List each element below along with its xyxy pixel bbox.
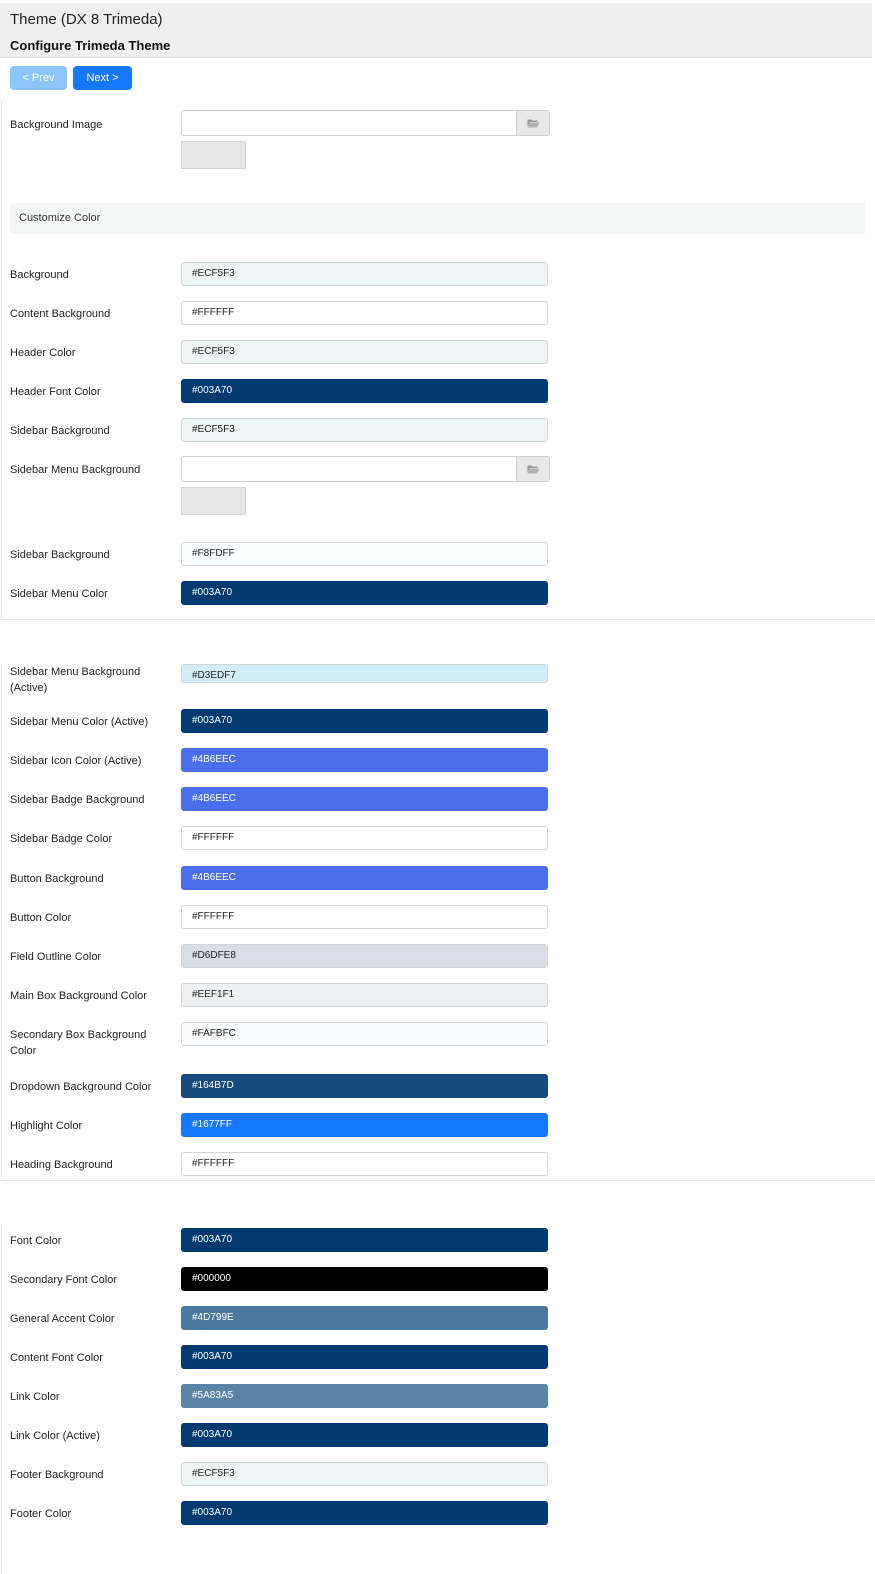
content-background-label: Content Background	[10, 308, 111, 320]
content-font-color-color-input[interactable]: #003A70	[181, 1345, 548, 1369]
header-font-color-label: Header Font Color	[10, 386, 101, 398]
main-box-background-color-color-input[interactable]: #EEF1F1	[181, 983, 548, 1007]
secondary-font-color-label: Secondary Font Color	[10, 1274, 117, 1286]
section-title: Customize Color	[19, 212, 101, 224]
button-background-label: Button Background	[10, 873, 104, 885]
general-accent-color-color-input[interactable]: #4D799E	[181, 1306, 548, 1330]
divider	[0, 1180, 875, 1181]
button-color-label: Button Color	[10, 912, 72, 924]
highlight-color-label: Highlight Color	[10, 1120, 83, 1132]
sidebar-menu-color-active-label: Sidebar Menu Color (Active)	[10, 716, 149, 728]
sidebar-background-label: Sidebar Background	[10, 549, 110, 561]
dropdown-background-color-label: Dropdown Background Color	[10, 1081, 152, 1093]
background-image-preview	[181, 141, 246, 169]
content-background-color-input[interactable]: #FFFFFF	[181, 301, 548, 325]
sidebar-menu-background-preview	[181, 487, 246, 515]
sidebar-background-color-input[interactable]: #F8FDFF	[181, 542, 548, 566]
content-font-color-label: Content Font Color	[10, 1352, 103, 1364]
heading-background-color-input[interactable]: #FFFFFF	[181, 1152, 548, 1176]
customize-color-section	[10, 203, 865, 234]
prev-button[interactable]: < Prev	[10, 66, 67, 90]
sidebar-badge-color-color-input[interactable]: #FFFFFF	[181, 826, 548, 850]
folder-open-icon[interactable]	[516, 111, 549, 135]
section-gap	[0, 1179, 875, 1225]
background-label: Background	[10, 269, 69, 281]
sidebar-menu-background-active-color-input[interactable]: #D3EDF7	[181, 664, 548, 683]
font-color-label: Font Color	[10, 1235, 62, 1247]
general-accent-color-label: General Accent Color	[10, 1313, 115, 1325]
page-subtitle: Configure Trimeda Theme	[10, 38, 171, 53]
background-image-label: Background Image	[10, 119, 103, 131]
sidebar-badge-background-color-input[interactable]: #4B6EEC	[181, 787, 548, 811]
sidebar-background-color-input[interactable]: #ECF5F3	[181, 418, 548, 442]
left-border	[1, 100, 2, 618]
button-background-color-input[interactable]: #4B6EEC	[181, 866, 548, 890]
link-color-active-label: Link Color (Active)	[10, 1430, 100, 1442]
font-color-color-input[interactable]: #003A70	[181, 1228, 548, 1252]
left-border	[1, 1192, 2, 1574]
section-gap	[0, 618, 875, 664]
sidebar-menu-color-active-color-input[interactable]: #003A70	[181, 709, 548, 733]
secondary-box-background-color-color-input[interactable]: #FAFBFC	[181, 1022, 548, 1046]
left-border	[1, 632, 2, 1180]
footer-background-label: Footer Background	[10, 1469, 104, 1481]
sidebar-badge-color-label: Sidebar Badge Color	[10, 833, 113, 845]
sidebar-icon-color-active-label: Sidebar Icon Color (Active)	[10, 755, 142, 767]
dropdown-background-color-color-input[interactable]: #164B7D	[181, 1074, 548, 1098]
folder-open-icon[interactable]	[516, 457, 549, 481]
page-header	[0, 3, 872, 58]
sidebar-menu-background-label: Sidebar Menu Background	[10, 464, 141, 476]
button-color-color-input[interactable]: #FFFFFF	[181, 905, 548, 929]
header-font-color-color-input[interactable]: #003A70	[181, 379, 548, 403]
header-color-label: Header Color	[10, 347, 76, 359]
footer-color-label: Footer Color	[10, 1508, 72, 1520]
divider	[0, 619, 875, 620]
sidebar-menu-background-input[interactable]	[181, 456, 550, 482]
secondary-box-background-color-label: Secondary Box Background Color	[10, 1029, 147, 1057]
next-button[interactable]: Next >	[73, 66, 132, 90]
heading-background-label: Heading Background	[10, 1159, 113, 1171]
background-image-input[interactable]	[181, 110, 550, 136]
sidebar-menu-color-color-input[interactable]: #003A70	[181, 581, 548, 605]
link-color-color-input[interactable]: #5A83A5	[181, 1384, 548, 1408]
sidebar-background-label: Sidebar Background	[10, 425, 110, 437]
main-box-background-color-label: Main Box Background Color	[10, 990, 147, 1002]
footer-color-color-input[interactable]: #003A70	[181, 1501, 548, 1525]
secondary-font-color-color-input[interactable]: #000000	[181, 1267, 548, 1291]
link-color-active-color-input[interactable]: #003A70	[181, 1423, 548, 1447]
header-color-color-input[interactable]: #ECF5F3	[181, 340, 548, 364]
field-outline-color-label: Field Outline Color	[10, 951, 102, 963]
highlight-color-color-input[interactable]: #1677FF	[181, 1113, 548, 1137]
sidebar-icon-color-active-color-input[interactable]: #4B6EEC	[181, 748, 548, 772]
background-color-input[interactable]: #ECF5F3	[181, 262, 548, 286]
field-outline-color-color-input[interactable]: #D6DFE8	[181, 944, 548, 968]
link-color-label: Link Color	[10, 1391, 60, 1403]
sidebar-menu-background-active-label: Sidebar Menu Background (Active)	[10, 666, 141, 694]
footer-background-color-input[interactable]: #ECF5F3	[181, 1462, 548, 1486]
page-title: Theme (DX 8 Trimeda)	[10, 11, 163, 28]
sidebar-badge-background-label: Sidebar Badge Background	[10, 794, 145, 806]
sidebar-menu-color-label: Sidebar Menu Color	[10, 588, 108, 600]
